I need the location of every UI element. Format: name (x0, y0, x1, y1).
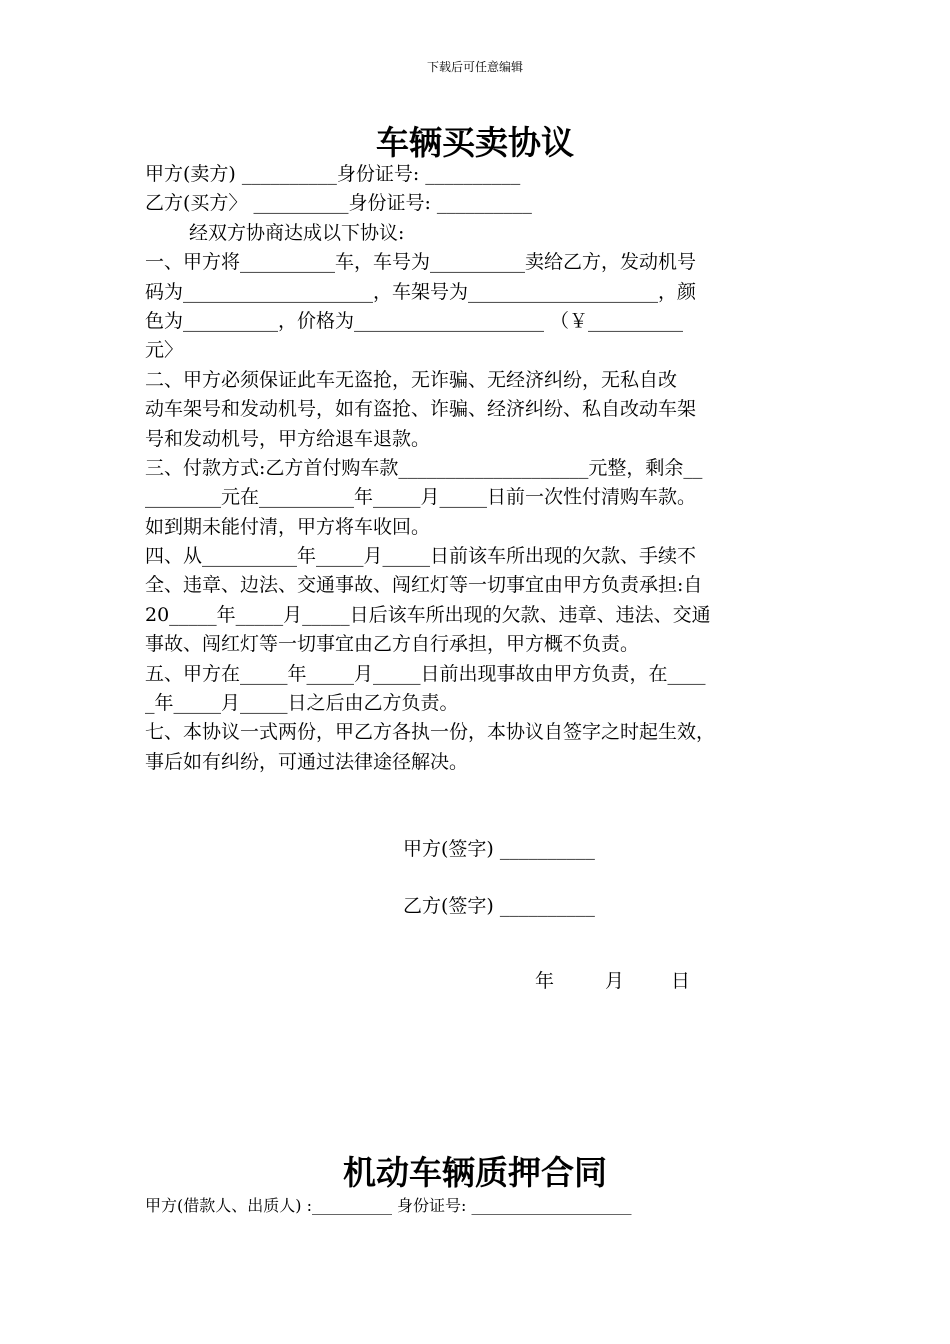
clause-3-line-2: ________元在__________年_____月_____日前一次性付清购车款。 (145, 486, 697, 509)
clause-7-line-1: 七、本协议一式两份，甲乙方各执一份，本协议自签字之时起生效， (145, 721, 716, 744)
clause-4-line-4: 事故、闯红灯等一切事宜由乙方自行承担，甲方概不负责。 (145, 633, 640, 656)
clause-2-line-1: 二、甲方必须保证此车无盗抢，无诈骗、无经济纠纷，无私自改 (145, 368, 678, 391)
clause-4-line-3: 20_____年_____月_____日后该车所出现的欠款、违章、违法、交通 (145, 603, 711, 626)
agreement-body (145, 160, 810, 777)
clause-1-line-2: 码为____________________，车架号为____________________，颜 (145, 280, 697, 303)
clause-3-line-1: 三、付款方式:乙方首付购车款____________________元整，剩余__ (145, 456, 703, 479)
signature-party-a: 甲方(签字) __________ (403, 838, 595, 860)
clause-3-line-3: 如到期未能付清，甲方将车收回。 (145, 515, 431, 538)
contract-title: 机动车辆质押合同 (343, 1153, 607, 1192)
party-b-line: 乙方(买方〉 __________身份证号: __________ (145, 192, 532, 215)
contract-party-a-line: 甲方(借款人、出质人) :__________ 身份证号: ____________________ (145, 1196, 632, 1215)
party-a-line: 甲方(卖方) __________身份证号: __________ (145, 163, 521, 185)
clause-1-line-3: 色为__________，价格为____________________ （￥__________ (145, 309, 684, 332)
intro-line: 经双方协商达成以下协议: (189, 221, 405, 244)
agreement-title: 车辆买卖协议 (376, 123, 574, 162)
clause-7-line-2: 事后如有纠纷，可通过法律途径解决。 (145, 750, 469, 773)
signature-party-b: 乙方(签字) __________ (403, 895, 595, 917)
clause-1-line-1: 一、甲方将__________车，车号为__________卖给乙方，发动机号 (145, 251, 697, 274)
clause-5-line-1: 五、甲方在_____年_____月_____日前出现事故由甲方负责，在____ (145, 662, 706, 685)
clause-4-line-2: 全、违章、边法、交通事故、闯红灯等一切事宜由甲方负责承担:自 (145, 574, 703, 597)
clause-1-line-4: 元〉 (145, 339, 184, 362)
clause-5-line-2: _年_____月_____日之后由乙方负责。 (145, 692, 459, 715)
clause-4-line-1: 四、从__________年_____月_____日前该车所出现的欠款、手续不 (145, 545, 697, 568)
date-month-label: 月 (605, 970, 625, 992)
page-header-note: 下载后可任意编辑 (426, 60, 523, 74)
date-day-label: 日 (671, 970, 691, 992)
date-year-label: 年 (535, 970, 555, 992)
signing-date (535, 966, 690, 993)
clause-2-line-2: 动车架号和发动机号，如有盗抢、诈骗、经济纠纷、私自改动车架 (145, 398, 697, 421)
clause-2-line-3: 号和发动机号，甲方给退车退款。 (145, 427, 431, 450)
